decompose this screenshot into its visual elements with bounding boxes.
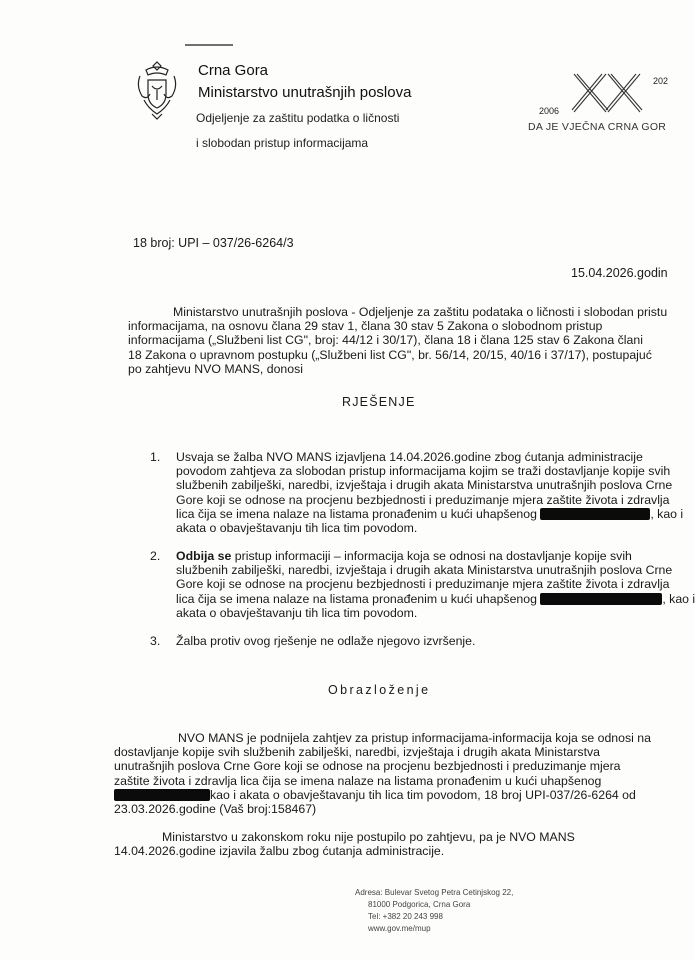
intro-paragraph: [128, 305, 673, 376]
reasoning-line: dostavljanje kopije svih službenih zabilješki, naredbi, izvještaja i drugih akata Ministarstva: [114, 745, 600, 760]
reference-number: 18 broj: UPI – 037/26-6264/3: [133, 236, 294, 250]
item-number: 3.: [150, 634, 161, 648]
decision-heading: RJEŠENJE: [342, 395, 416, 409]
item-line: akata o obavještavanju tih lica tim povodom.: [176, 605, 418, 620]
reasoning-heading: Obrazloženje: [328, 683, 431, 697]
footer-phone: Tel: +382 20 243 998: [368, 912, 443, 921]
item-line: službenih zabilješki, naredbi, izvještaja i drugih akata Ministarstva unutrašnjih poslova Crne: [176, 478, 673, 493]
department-line-2: i slobodan pristup informacijama: [196, 136, 369, 150]
footer-web-link[interactable]: www.gov.me/mup: [368, 924, 431, 933]
item-number: 2.: [150, 549, 161, 563]
reasoning-paragraph-1: [114, 731, 664, 816]
reasoning-line-with-redaction: [114, 788, 664, 802]
item-line: povodom zahtjeva za slobodan pristup informacijama kojim se traži dostavljanje kopije svih: [176, 464, 671, 479]
item-line: akata o obavještavanju tih lica tim povodom.: [176, 521, 418, 536]
reasoning-line-text: kao i akata o obavještavanju tih lica tim povodom, 18 broj UPI-037/26-6264 od: [210, 787, 636, 802]
ministry-name: Ministarstvo unutrašnjih poslova: [198, 84, 412, 101]
item-line-text: pristup informaciji – informacija koja se odnosi na dostavljanje kopije svih: [231, 549, 632, 563]
after-redaction-text: , kao i: [650, 506, 684, 521]
item-line: službenih zabilješki, naredbi, izvještaja i drugih akata Ministarstva unutrašnjih poslova Crne: [176, 563, 673, 578]
reasoning-line: unutrašnjih poslova Crne Gore koji se odnose na procjenu bezbjednosti i preduzimanje mjera: [114, 759, 621, 774]
decision-item-2: [176, 549, 695, 620]
reasoning-line: 14.04.2026.godine izjavila žalbu zbog ćutanja administracije.: [114, 844, 445, 859]
reasoning-line: 23.03.2026.godine (Vaš broj:158467): [114, 802, 317, 817]
item-line: Žalba protiv ovog rješenje ne odlaže njegovo izvršenje.: [176, 634, 476, 648]
intro-line: 18 Zakona o upravnom postupku („Službeni list CG", br. 56/14, 20/15, 40/16 i 37/17), postupajuć: [128, 347, 652, 362]
intro-line: po zahtjevu NVO MANS, donosi: [128, 361, 303, 376]
reasoning-line: NVO MANS je podnijela zahtjev za pristup informacijama-informacija koja se odnosi na: [178, 731, 651, 745]
item-number: 1.: [150, 450, 161, 464]
item-line-text: lica čija se imena nalaze na listama pronađenim u kući uhapšenog: [176, 591, 537, 606]
decision-item-3: [176, 634, 673, 648]
after-redaction-text: , kao i: [662, 591, 695, 606]
item-line: Usvaja se žalba NVO MANS izjavljena 14.04.2026.godine zbog ćutanja administracije: [176, 450, 643, 464]
item-bold-lead: Odbija se: [176, 549, 232, 563]
logo-year-start: 2006: [539, 106, 560, 116]
redacted-name: [540, 593, 662, 605]
document-date: 15.04.2026.godin: [571, 266, 668, 280]
intro-line: Ministarstvo unutrašnjih poslova - Odjeljenje za zaštitu podataka o ličnosti i slobodan pristu: [173, 305, 668, 319]
item-line: Gore koji se odnose na procjenu bezbjednosti i preduzimanje mjera zaštite života i zdravlja: [176, 492, 670, 507]
coat-of-arms-icon: [134, 60, 180, 122]
reasoning-paragraph-2: [114, 830, 664, 858]
item-line-with-redaction: [176, 506, 684, 521]
logo-slogan: DA JE VJEČNA CRNA GOR: [528, 121, 667, 133]
scan-mark: [185, 44, 233, 46]
redacted-name: [114, 789, 210, 801]
reasoning-line: Ministarstvo u zakonskom roku nije postupilo po zahtjevu, pa je NVO MANS: [162, 830, 575, 844]
item-line-with-bold: [176, 549, 673, 563]
item-line-text: lica čija se imena nalaze na listama pronađenim u kući uhapšenog: [176, 506, 537, 521]
logo-year-end: 202: [653, 76, 669, 86]
item-line: Gore koji se odnose na procjenu bezbjednosti i preduzimanje mjera zaštite života i zdravlja: [176, 577, 670, 592]
footer-address-line-2: 81000 Podgorica, Crna Gora: [368, 900, 471, 909]
reasoning-line: zaštite života i zdravlja lica čija se imena nalaze na listama pronađenim u kući uhapšenog: [114, 773, 602, 788]
redacted-name: [540, 508, 650, 520]
department-line-1: Odjeljenje za zaštitu podatka o ličnosti: [196, 111, 400, 125]
intro-line: informacijama, na osnovu člana 29 stav 1, člana 30 stav 5 Zakona o slobodnom pristup: [128, 319, 603, 334]
country-name: Crna Gora: [198, 62, 269, 79]
intro-line: informacijama („Službeni list CG", broj: 44/12 i 30/17), člana 18 i člana 125 stav 6 Zakona člani: [128, 333, 643, 348]
item-line-with-redaction: [176, 591, 695, 606]
decision-item-1: [176, 450, 684, 536]
footer-address-line-1: Adresa: Bulevar Svetog Petra Cetinjskog 22,: [355, 888, 514, 897]
